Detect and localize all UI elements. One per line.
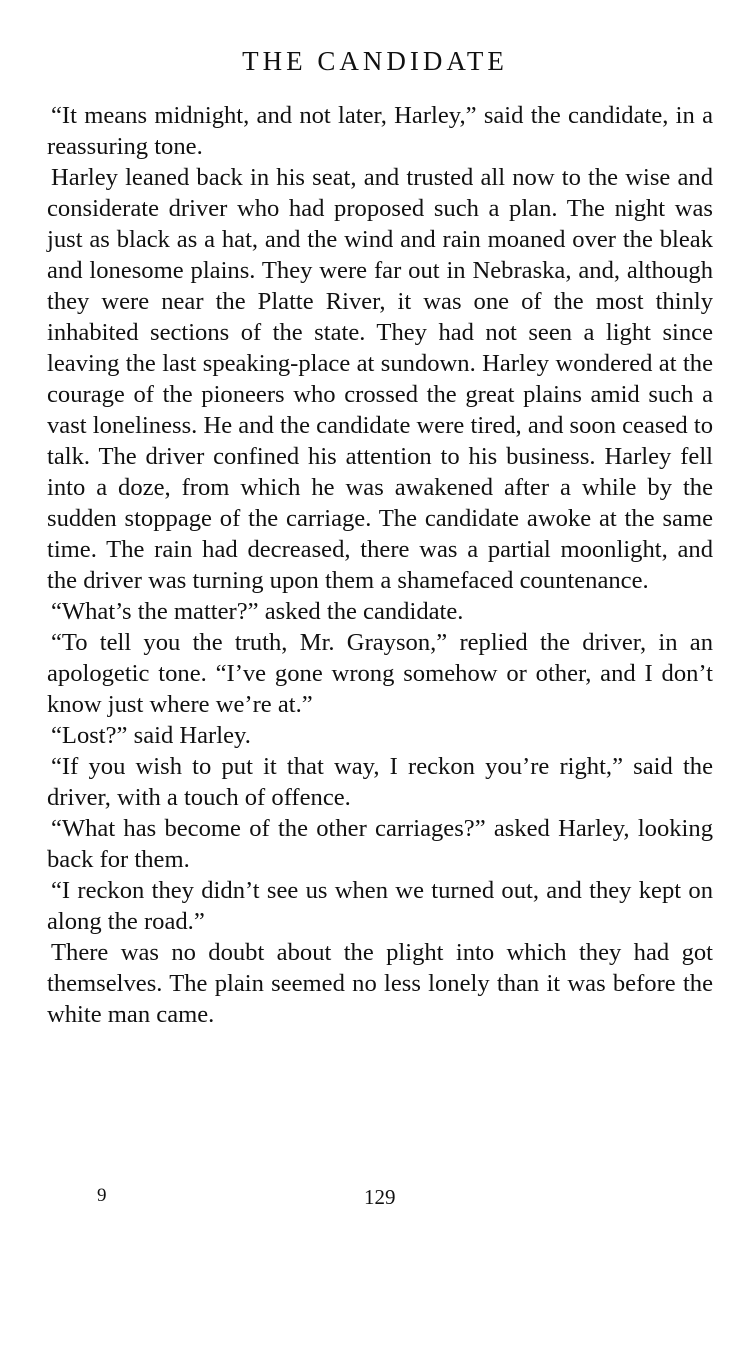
body-text [47,100,713,1030]
paragraph: “If you wish to put it that way, I reckon you’re right,” said the driver, with a touch of offence. [47,753,713,811]
page-footer [0,1185,750,1215]
paragraph: “It means midnight, and not later, Harley,” said the candidate, in a reassuring tone. [47,102,713,160]
paragraph: There was no doubt about the plight into which they had got themselves. The plain seemed no less lonely than it was before the white man came. [47,939,713,1028]
signature-mark: 9 [97,1185,107,1206]
paragraph: “What’s the matter?” asked the candidate. [51,598,464,625]
paragraph: Harley leaned back in his seat, and trusted all now to the wise and considerate driver who had proposed such a plan. The night was just as black as a hat, and the wind and rain moaned over the bleak and lonesome plains. They were far out in Nebraska, and, although they were near the Platte River, it was one of the most thinly inhabited sections of the state. They had not seen a light since leaving the last speaking-place at sundown. Harley wondered at the courage of the pioneers who crossed the great plains amid such a vast loneliness. He and the candidate were tired, and soon ceased to talk. The driver confined his attention to his business. Harley fell into a doze, from which he was awakened after a while by the sudden stoppage of the carriage. The candidate awoke at the same time. The rain had decreased, there was a partial moonlight, and the driver was turning upon them a shamefaced countenance. [47,164,713,594]
page-number: 129 [364,1185,396,1209]
paragraph: “What has become of the other carriages?” asked Harley, looking back for them. [47,815,713,873]
paragraph: “To tell you the truth, Mr. Grayson,” replied the driver, in an apologetic tone. “I’ve gone wrong somehow or other, and I don’t know just where we’re at.” [47,629,713,718]
paragraph: “Lost?” said Harley. [51,722,251,749]
paragraph: “I reckon they didn’t see us when we turned out, and they kept on along the road.” [47,877,713,935]
running-title: THE CANDIDATE [242,46,508,76]
